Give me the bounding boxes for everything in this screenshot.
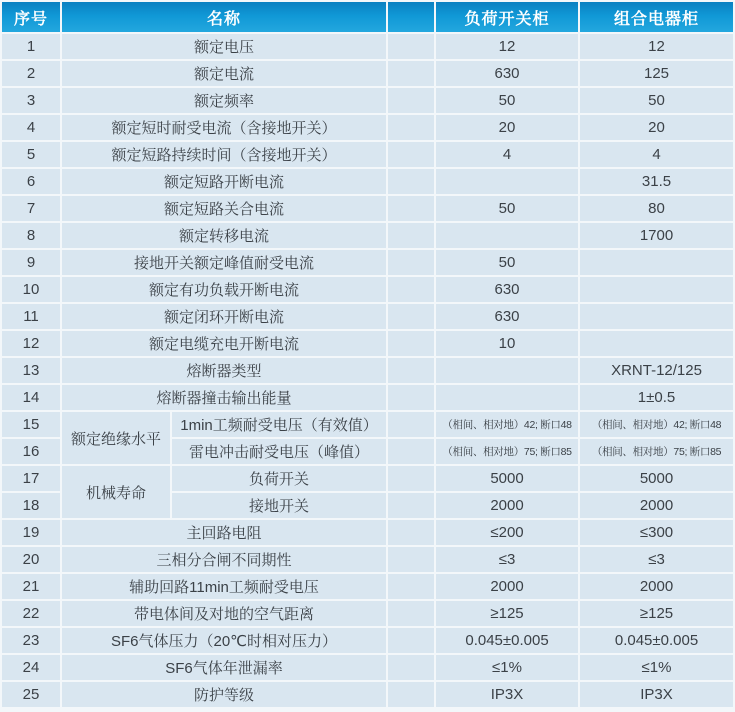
name-cell: 额定短时耐受电流（含接地开关） <box>62 115 386 140</box>
load-switch-value: 50 <box>436 196 578 221</box>
load-switch-value: 50 <box>436 250 578 275</box>
unit-cell <box>388 520 434 545</box>
name-cell: 防护等级 <box>62 682 386 707</box>
name-cell: 熔断器撞击输出能量 <box>62 385 386 410</box>
table-row <box>2 601 733 626</box>
unit-cell <box>388 385 434 410</box>
combined-value: 50 <box>580 88 733 113</box>
combined-value: ≤300 <box>580 520 733 545</box>
load-switch-value <box>436 223 578 248</box>
unit-cell <box>388 655 434 680</box>
combined-value: ≥125 <box>580 601 733 626</box>
name-cell: SF6气体压力（20℃时相对压力） <box>62 628 386 653</box>
row-index: 17 <box>2 466 60 491</box>
load-switch-value: 4 <box>436 142 578 167</box>
unit-cell <box>388 574 434 599</box>
combined-value: 31.5 <box>580 169 733 194</box>
combined-value: 20 <box>580 115 733 140</box>
unit-cell <box>388 682 434 707</box>
combined-value: 0.045±0.005 <box>580 628 733 653</box>
table-row <box>2 277 733 302</box>
row-index: 8 <box>2 223 60 248</box>
combined-value: 5000 <box>580 466 733 491</box>
header-name: 名称 <box>62 2 386 32</box>
unit-cell <box>388 304 434 329</box>
row-index: 23 <box>2 628 60 653</box>
table-row <box>2 196 733 221</box>
table-row <box>2 61 733 86</box>
unit-cell <box>388 466 434 491</box>
combined-value <box>580 277 733 302</box>
name-cell: 熔断器类型 <box>62 358 386 383</box>
load-switch-value: 630 <box>436 304 578 329</box>
table-row <box>2 250 733 275</box>
name-cell: 负荷开关 <box>172 466 386 491</box>
load-switch-value: 0.045±0.005 <box>436 628 578 653</box>
combined-value: XRNT-12/125 <box>580 358 733 383</box>
load-switch-value: 2000 <box>436 574 578 599</box>
row-index: 12 <box>2 331 60 356</box>
unit-cell <box>388 88 434 113</box>
table-row <box>2 34 733 59</box>
combined-value: IP3X <box>580 682 733 707</box>
load-switch-value: ≤3 <box>436 547 578 572</box>
name-cell: 额定短路持续时间（含接地开关） <box>62 142 386 167</box>
row-index: 16 <box>2 439 60 464</box>
name-cell: 主回路电阻 <box>62 520 386 545</box>
group-cell: 额定绝缘水平 <box>62 412 170 464</box>
table-row <box>2 358 733 383</box>
name-cell: 额定短路关合电流 <box>62 196 386 221</box>
row-index: 15 <box>2 412 60 437</box>
name-cell: 额定电压 <box>62 34 386 59</box>
combined-value: ≤1% <box>580 655 733 680</box>
load-switch-value: ≥125 <box>436 601 578 626</box>
name-cell: SF6气体年泄漏率 <box>62 655 386 680</box>
load-switch-value: ≤200 <box>436 520 578 545</box>
name-cell: 额定闭环开断电流 <box>62 304 386 329</box>
combined-value: 1700 <box>580 223 733 248</box>
combined-value: 1±0.5 <box>580 385 733 410</box>
row-index: 4 <box>2 115 60 140</box>
name-cell: 额定电缆充电开断电流 <box>62 331 386 356</box>
row-index: 24 <box>2 655 60 680</box>
table-row <box>2 682 733 707</box>
combined-value: 4 <box>580 142 733 167</box>
combined-value: （相间、相对地）75; 断口85 <box>580 439 733 464</box>
combined-value: 2000 <box>580 574 733 599</box>
table-row <box>2 169 733 194</box>
unit-cell <box>388 223 434 248</box>
table-row <box>2 115 733 140</box>
row-index: 11 <box>2 304 60 329</box>
unit-cell <box>388 115 434 140</box>
table-row <box>2 547 733 572</box>
name-cell: 辅助回路11min工频耐受电压 <box>62 574 386 599</box>
combined-value: 125 <box>580 61 733 86</box>
header-row <box>2 2 733 32</box>
row-index: 25 <box>2 682 60 707</box>
table-row <box>2 331 733 356</box>
load-switch-value: 5000 <box>436 466 578 491</box>
unit-cell <box>388 169 434 194</box>
name-cell: 雷电冲击耐受电压（峰值） <box>172 439 386 464</box>
combined-value: 80 <box>580 196 733 221</box>
group-cell: 机械寿命 <box>62 466 170 518</box>
header-unit-column <box>388 2 434 32</box>
table-row <box>2 574 733 599</box>
header-combined-cabinet: 组合电器柜 <box>580 2 733 32</box>
unit-cell <box>388 250 434 275</box>
load-switch-value <box>436 358 578 383</box>
unit-cell <box>388 142 434 167</box>
table-row <box>2 520 733 545</box>
row-index: 2 <box>2 61 60 86</box>
row-index: 19 <box>2 520 60 545</box>
load-switch-value: 630 <box>436 277 578 302</box>
unit-cell <box>388 34 434 59</box>
unit-cell <box>388 493 434 518</box>
name-cell: 额定频率 <box>62 88 386 113</box>
name-cell: 1min工频耐受电压（有效值） <box>172 412 386 437</box>
row-index: 18 <box>2 493 60 518</box>
load-switch-value <box>436 169 578 194</box>
load-switch-value: 630 <box>436 61 578 86</box>
spec-table-body <box>2 34 733 707</box>
name-cell: 额定短路开断电流 <box>62 169 386 194</box>
row-index: 9 <box>2 250 60 275</box>
unit-cell <box>388 331 434 356</box>
combined-value <box>580 250 733 275</box>
table-row <box>2 655 733 680</box>
load-switch-value: （相间、相对地）42; 断口48 <box>436 412 578 437</box>
name-cell: 三相分合闸不同期性 <box>62 547 386 572</box>
table-header <box>2 2 733 32</box>
name-cell: 接地开关额定峰值耐受电流 <box>62 250 386 275</box>
row-index: 1 <box>2 34 60 59</box>
combined-value: 2000 <box>580 493 733 518</box>
row-index: 7 <box>2 196 60 221</box>
load-switch-value: 20 <box>436 115 578 140</box>
table-row <box>2 385 733 410</box>
row-index: 3 <box>2 88 60 113</box>
row-index: 5 <box>2 142 60 167</box>
combined-value <box>580 331 733 356</box>
combined-value: （相间、相对地）42; 断口48 <box>580 412 733 437</box>
load-switch-value: 2000 <box>436 493 578 518</box>
table-row <box>2 412 733 437</box>
unit-cell <box>388 358 434 383</box>
row-index: 13 <box>2 358 60 383</box>
load-switch-value: 50 <box>436 88 578 113</box>
row-index: 6 <box>2 169 60 194</box>
load-switch-value: 12 <box>436 34 578 59</box>
row-index: 10 <box>2 277 60 302</box>
name-cell: 额定有功负载开断电流 <box>62 277 386 302</box>
load-switch-value: ≤1% <box>436 655 578 680</box>
load-switch-value: 10 <box>436 331 578 356</box>
table-row <box>2 304 733 329</box>
row-index: 22 <box>2 601 60 626</box>
load-switch-value: （相间、相对地）75; 断口85 <box>436 439 578 464</box>
name-cell: 带电体间及对地的空气距离 <box>62 601 386 626</box>
name-cell: 额定转移电流 <box>62 223 386 248</box>
table-row <box>2 223 733 248</box>
unit-cell <box>388 547 434 572</box>
table-row <box>2 628 733 653</box>
combined-value: 12 <box>580 34 733 59</box>
load-switch-value: IP3X <box>436 682 578 707</box>
header-index: 序号 <box>2 2 60 32</box>
row-index: 14 <box>2 385 60 410</box>
combined-value: ≤3 <box>580 547 733 572</box>
table-row <box>2 88 733 113</box>
load-switch-value <box>436 385 578 410</box>
unit-cell <box>388 601 434 626</box>
name-cell: 接地开关 <box>172 493 386 518</box>
row-index: 21 <box>2 574 60 599</box>
unit-cell <box>388 412 434 437</box>
unit-cell <box>388 277 434 302</box>
unit-cell <box>388 61 434 86</box>
row-index: 20 <box>2 547 60 572</box>
unit-cell <box>388 628 434 653</box>
unit-cell <box>388 196 434 221</box>
unit-cell <box>388 439 434 464</box>
table-row <box>2 142 733 167</box>
name-cell: 额定电流 <box>62 61 386 86</box>
combined-value <box>580 304 733 329</box>
table-row <box>2 466 733 491</box>
header-load-switch-cabinet: 负荷开关柜 <box>436 2 578 32</box>
